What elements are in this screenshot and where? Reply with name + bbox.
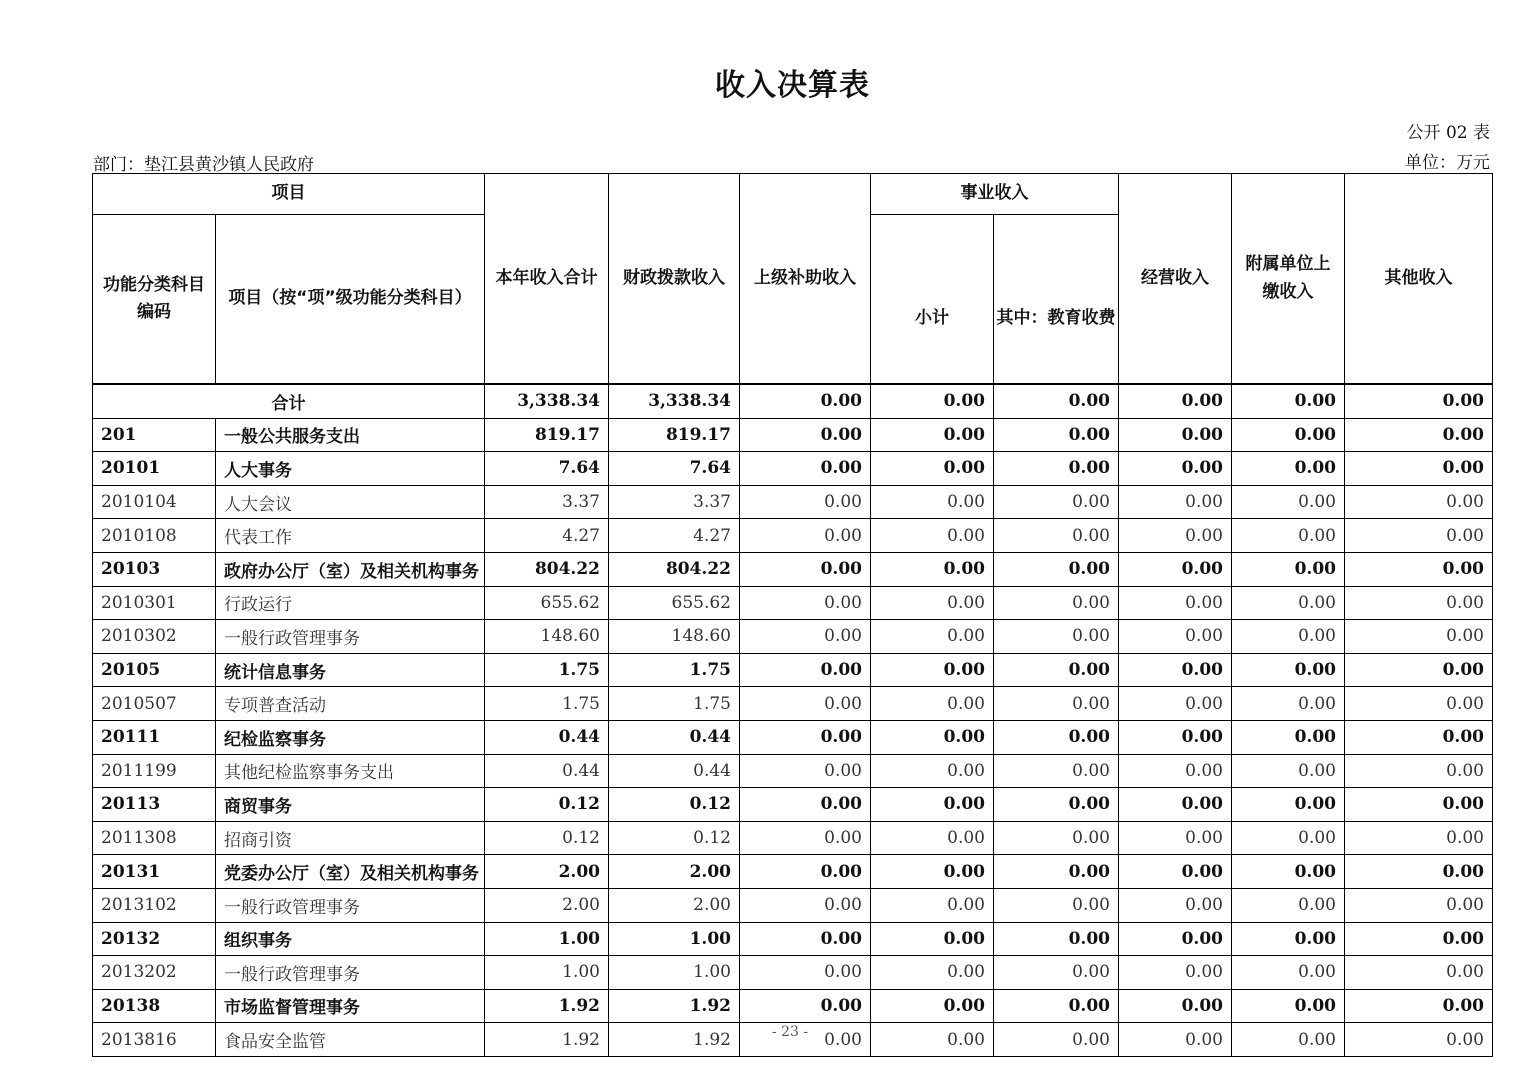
header-code: 功能分类科目编码 bbox=[93, 215, 216, 385]
row-value: 0.00 bbox=[1345, 452, 1493, 486]
row-value: 0.00 bbox=[994, 586, 1119, 620]
row-value: 0.00 bbox=[740, 552, 871, 586]
table-row bbox=[93, 485, 1493, 519]
row-value: 3.37 bbox=[485, 485, 609, 519]
row-value: 0.00 bbox=[1119, 855, 1232, 889]
row-value: 0.00 bbox=[994, 922, 1119, 956]
row-value: 148.60 bbox=[609, 620, 740, 654]
page-number: - 23 - bbox=[771, 1024, 809, 1040]
total-value: 0.00 bbox=[994, 384, 1119, 418]
row-value: 1.92 bbox=[609, 989, 740, 1023]
total-value: 0.00 bbox=[740, 384, 871, 418]
row-value: 0.00 bbox=[1232, 720, 1345, 754]
table-row bbox=[93, 552, 1493, 586]
row-value: 0.44 bbox=[609, 754, 740, 788]
header-superior: 上级补助收入 bbox=[740, 174, 871, 385]
row-code: 20132 bbox=[93, 922, 216, 956]
row-value: 0.00 bbox=[1232, 922, 1345, 956]
header-other: 其他收入 bbox=[1345, 174, 1493, 385]
row-value: 0.00 bbox=[1232, 956, 1345, 990]
row-value: 0.00 bbox=[871, 620, 994, 654]
row-value: 1.75 bbox=[485, 653, 609, 687]
row-value: 0.00 bbox=[1119, 788, 1232, 822]
row-value: 0.00 bbox=[1119, 821, 1232, 855]
row-value: 0.00 bbox=[1119, 1023, 1232, 1057]
row-value: 0.00 bbox=[871, 485, 994, 519]
row-name: 代表工作 bbox=[216, 519, 485, 553]
header-subtotal: 小计 bbox=[871, 215, 994, 385]
row-code: 2013202 bbox=[93, 956, 216, 990]
header-fiscal: 财政拨款收入 bbox=[609, 174, 740, 385]
row-code: 2010301 bbox=[93, 586, 216, 620]
row-value: 655.62 bbox=[485, 586, 609, 620]
row-value: 804.22 bbox=[609, 552, 740, 586]
row-value: 2.00 bbox=[485, 888, 609, 922]
row-value: 0.00 bbox=[1345, 552, 1493, 586]
form-number: 公开 02 表 bbox=[1406, 123, 1490, 143]
row-value: 0.00 bbox=[871, 922, 994, 956]
row-value: 0.00 bbox=[740, 788, 871, 822]
row-value: 0.00 bbox=[1119, 888, 1232, 922]
row-value: 0.00 bbox=[871, 1023, 994, 1057]
row-value: 0.00 bbox=[1345, 519, 1493, 553]
table-row bbox=[93, 653, 1493, 687]
row-value: 1.75 bbox=[609, 653, 740, 687]
row-value: 0.00 bbox=[740, 485, 871, 519]
row-value: 0.00 bbox=[1119, 418, 1232, 452]
row-code: 2010104 bbox=[93, 485, 216, 519]
row-value: 0.00 bbox=[994, 788, 1119, 822]
table-row bbox=[93, 620, 1493, 654]
row-value: 0.00 bbox=[1232, 1023, 1345, 1057]
row-value: 0.00 bbox=[994, 989, 1119, 1023]
row-value: 1.75 bbox=[485, 687, 609, 721]
table-row bbox=[93, 989, 1493, 1023]
row-value: 0.00 bbox=[1232, 418, 1345, 452]
row-value: 4.27 bbox=[609, 519, 740, 553]
row-value: 0.00 bbox=[871, 821, 994, 855]
row-value: 0.00 bbox=[1232, 687, 1345, 721]
row-value: 819.17 bbox=[485, 418, 609, 452]
row-value: 0.00 bbox=[1232, 485, 1345, 519]
row-value: 0.00 bbox=[871, 586, 994, 620]
row-value: 2.00 bbox=[609, 888, 740, 922]
row-value: 2.00 bbox=[485, 855, 609, 889]
row-value: 2.00 bbox=[609, 855, 740, 889]
row-value: 0.00 bbox=[1232, 788, 1345, 822]
row-value: 0.00 bbox=[871, 754, 994, 788]
table-row bbox=[93, 519, 1493, 553]
table-row bbox=[93, 754, 1493, 788]
total-label: 合计 bbox=[93, 384, 485, 418]
row-value: 1.92 bbox=[609, 1023, 740, 1057]
row-name: 商贸事务 bbox=[216, 788, 485, 822]
row-name: 纪检监察事务 bbox=[216, 720, 485, 754]
row-code: 20101 bbox=[93, 452, 216, 486]
row-code: 2010108 bbox=[93, 519, 216, 553]
row-value: 0.00 bbox=[1119, 452, 1232, 486]
row-value: 0.00 bbox=[871, 653, 994, 687]
row-code: 20113 bbox=[93, 788, 216, 822]
row-value: 0.44 bbox=[485, 720, 609, 754]
row-value: 0.12 bbox=[609, 821, 740, 855]
table-row bbox=[93, 687, 1493, 721]
header-operating: 经营收入 bbox=[1119, 174, 1232, 385]
row-value: 0.12 bbox=[485, 788, 609, 822]
row-value: 0.00 bbox=[994, 485, 1119, 519]
row-value: 0.00 bbox=[1119, 620, 1232, 654]
row-value: 0.00 bbox=[1119, 485, 1232, 519]
row-value: 0.00 bbox=[740, 586, 871, 620]
row-code: 2013102 bbox=[93, 888, 216, 922]
row-value: 0.00 bbox=[871, 519, 994, 553]
row-value: 0.00 bbox=[994, 754, 1119, 788]
row-code: 20138 bbox=[93, 989, 216, 1023]
table-row bbox=[93, 956, 1493, 990]
row-value: 0.00 bbox=[1119, 720, 1232, 754]
department-label: 部门：垫江县黄沙镇人民政府 bbox=[93, 155, 314, 175]
row-value: 0.00 bbox=[871, 418, 994, 452]
table-body bbox=[93, 384, 1493, 1056]
row-value: 0.00 bbox=[1345, 754, 1493, 788]
row-code: 2010302 bbox=[93, 620, 216, 654]
row-name: 一般行政管理事务 bbox=[216, 956, 485, 990]
row-value: 0.00 bbox=[740, 821, 871, 855]
row-value: 819.17 bbox=[609, 418, 740, 452]
table-row bbox=[93, 922, 1493, 956]
row-name: 一般行政管理事务 bbox=[216, 620, 485, 654]
row-value: 0.00 bbox=[740, 620, 871, 654]
row-name: 一般行政管理事务 bbox=[216, 888, 485, 922]
row-value: 0.00 bbox=[1119, 956, 1232, 990]
row-name: 一般公共服务支出 bbox=[216, 418, 485, 452]
row-value: 0.44 bbox=[609, 720, 740, 754]
row-name: 政府办公厅（室）及相关机构事务 bbox=[216, 552, 485, 586]
row-value: 0.00 bbox=[994, 418, 1119, 452]
unit-label: 单位：万元 bbox=[1405, 153, 1490, 173]
row-code: 2011308 bbox=[93, 821, 216, 855]
row-value: 0.00 bbox=[740, 720, 871, 754]
row-value: 0.00 bbox=[1345, 485, 1493, 519]
row-value: 0.00 bbox=[1119, 687, 1232, 721]
header-project: 项目 bbox=[93, 174, 485, 215]
row-value: 0.00 bbox=[994, 452, 1119, 486]
row-value: 0.00 bbox=[740, 1023, 871, 1057]
row-value: 7.64 bbox=[609, 452, 740, 486]
row-value: 0.00 bbox=[1232, 855, 1345, 889]
row-value: 1.00 bbox=[485, 922, 609, 956]
row-value: 0.00 bbox=[740, 418, 871, 452]
row-value: 0.12 bbox=[485, 821, 609, 855]
row-value: 0.00 bbox=[1119, 519, 1232, 553]
row-code: 2010507 bbox=[93, 687, 216, 721]
row-value: 0.00 bbox=[994, 956, 1119, 990]
row-value: 0.00 bbox=[994, 888, 1119, 922]
row-value: 0.12 bbox=[609, 788, 740, 822]
table-row bbox=[93, 888, 1493, 922]
row-value: 0.00 bbox=[1119, 989, 1232, 1023]
row-name: 招商引资 bbox=[216, 821, 485, 855]
row-value: 0.00 bbox=[871, 956, 994, 990]
row-value: 0.00 bbox=[1119, 586, 1232, 620]
page-title: 收入决算表 bbox=[715, 68, 870, 103]
table-row bbox=[93, 720, 1493, 754]
table-row bbox=[93, 788, 1493, 822]
row-value: 0.00 bbox=[994, 855, 1119, 889]
row-name: 人大会议 bbox=[216, 485, 485, 519]
row-value: 0.00 bbox=[1345, 687, 1493, 721]
row-value: 0.00 bbox=[871, 687, 994, 721]
row-value: 0.00 bbox=[994, 552, 1119, 586]
row-name: 行政运行 bbox=[216, 586, 485, 620]
table-row bbox=[93, 418, 1493, 452]
row-code: 20111 bbox=[93, 720, 216, 754]
row-value: 0.00 bbox=[1232, 989, 1345, 1023]
row-value: 0.00 bbox=[1119, 922, 1232, 956]
row-code: 20131 bbox=[93, 855, 216, 889]
row-value: 0.00 bbox=[740, 687, 871, 721]
row-value: 0.00 bbox=[1232, 620, 1345, 654]
row-code: 2013816 bbox=[93, 1023, 216, 1057]
row-name: 党委办公厅（室）及相关机构事务 bbox=[216, 855, 485, 889]
row-value: 0.00 bbox=[1345, 855, 1493, 889]
row-value: 0.00 bbox=[871, 552, 994, 586]
row-name: 其他纪检监察事务支出 bbox=[216, 754, 485, 788]
header-education: 其中：教育收费 bbox=[994, 215, 1119, 385]
header-total: 本年收入合计 bbox=[485, 174, 609, 385]
header-item: 项目（按“项”级功能分类科目） bbox=[216, 215, 485, 385]
row-name: 食品安全监管 bbox=[216, 1023, 485, 1057]
row-value: 0.00 bbox=[740, 989, 871, 1023]
row-value: 0.00 bbox=[871, 989, 994, 1023]
row-value: 0.00 bbox=[1232, 888, 1345, 922]
header-affiliate: 附属单位上缴收入 bbox=[1232, 174, 1345, 385]
row-value: 0.00 bbox=[1345, 653, 1493, 687]
row-name: 市场监督管理事务 bbox=[216, 989, 485, 1023]
row-value: 0.00 bbox=[994, 821, 1119, 855]
row-value: 0.00 bbox=[1119, 653, 1232, 687]
table-row bbox=[93, 855, 1493, 889]
row-value: 0.00 bbox=[994, 620, 1119, 654]
row-value: 0.00 bbox=[1232, 452, 1345, 486]
row-value: 0.00 bbox=[1345, 1023, 1493, 1057]
row-value: 0.00 bbox=[1345, 620, 1493, 654]
row-value: 0.00 bbox=[994, 653, 1119, 687]
row-value: 148.60 bbox=[485, 620, 609, 654]
header-business-group: 事业收入 bbox=[871, 174, 1119, 215]
row-value: 0.00 bbox=[1345, 989, 1493, 1023]
total-value: 3,338.34 bbox=[609, 384, 740, 418]
row-value: 1.92 bbox=[485, 1023, 609, 1057]
row-value: 0.00 bbox=[740, 888, 871, 922]
row-value: 0.00 bbox=[1345, 888, 1493, 922]
row-value: 0.44 bbox=[485, 754, 609, 788]
table-row bbox=[93, 586, 1493, 620]
row-value: 0.00 bbox=[871, 720, 994, 754]
row-value: 0.00 bbox=[1119, 552, 1232, 586]
row-value: 3.37 bbox=[609, 485, 740, 519]
row-value: 0.00 bbox=[994, 519, 1119, 553]
row-value: 0.00 bbox=[871, 855, 994, 889]
row-value: 655.62 bbox=[609, 586, 740, 620]
row-value: 4.27 bbox=[485, 519, 609, 553]
total-value: 3,338.34 bbox=[485, 384, 609, 418]
row-value: 0.00 bbox=[1345, 956, 1493, 990]
row-value: 0.00 bbox=[1345, 922, 1493, 956]
row-name: 组织事务 bbox=[216, 922, 485, 956]
row-value: 0.00 bbox=[740, 452, 871, 486]
row-code: 201 bbox=[93, 418, 216, 452]
row-value: 7.64 bbox=[485, 452, 609, 486]
header-row-1 bbox=[93, 174, 1493, 215]
total-value: 0.00 bbox=[1232, 384, 1345, 418]
row-value: 0.00 bbox=[1232, 519, 1345, 553]
row-value: 1.00 bbox=[609, 922, 740, 956]
row-value: 0.00 bbox=[1345, 586, 1493, 620]
row-code: 20103 bbox=[93, 552, 216, 586]
row-value: 1.92 bbox=[485, 989, 609, 1023]
row-value: 0.00 bbox=[994, 687, 1119, 721]
row-value: 0.00 bbox=[740, 519, 871, 553]
table-row bbox=[93, 821, 1493, 855]
row-value: 1.00 bbox=[485, 956, 609, 990]
row-value: 0.00 bbox=[1232, 586, 1345, 620]
row-value: 0.00 bbox=[994, 720, 1119, 754]
row-value: 0.00 bbox=[740, 653, 871, 687]
row-value: 804.22 bbox=[485, 552, 609, 586]
row-code: 2011199 bbox=[93, 754, 216, 788]
row-value: 0.00 bbox=[1345, 720, 1493, 754]
total-value: 0.00 bbox=[1119, 384, 1232, 418]
row-value: 0.00 bbox=[1232, 653, 1345, 687]
row-value: 0.00 bbox=[1119, 754, 1232, 788]
total-value: 0.00 bbox=[871, 384, 994, 418]
row-value: 0.00 bbox=[1232, 552, 1345, 586]
table-row bbox=[93, 452, 1493, 486]
income-table bbox=[92, 173, 1493, 1057]
row-name: 专项普查活动 bbox=[216, 687, 485, 721]
row-value: 0.00 bbox=[1345, 788, 1493, 822]
row-name: 人大事务 bbox=[216, 452, 485, 486]
row-value: 0.00 bbox=[740, 855, 871, 889]
row-code: 20105 bbox=[93, 653, 216, 687]
row-value: 0.00 bbox=[740, 922, 871, 956]
total-value: 0.00 bbox=[1345, 384, 1493, 418]
row-value: 1.00 bbox=[609, 956, 740, 990]
row-value: 0.00 bbox=[1232, 821, 1345, 855]
row-value: 0.00 bbox=[994, 1023, 1119, 1057]
row-value: 0.00 bbox=[1345, 418, 1493, 452]
total-row bbox=[93, 384, 1493, 418]
row-value: 1.75 bbox=[609, 687, 740, 721]
row-value: 0.00 bbox=[740, 956, 871, 990]
row-value: 0.00 bbox=[871, 452, 994, 486]
row-value: 0.00 bbox=[1345, 821, 1493, 855]
row-value: 0.00 bbox=[871, 788, 994, 822]
row-value: 0.00 bbox=[740, 754, 871, 788]
row-value: 0.00 bbox=[871, 888, 994, 922]
row-name: 统计信息事务 bbox=[216, 653, 485, 687]
row-value: 0.00 bbox=[1232, 754, 1345, 788]
